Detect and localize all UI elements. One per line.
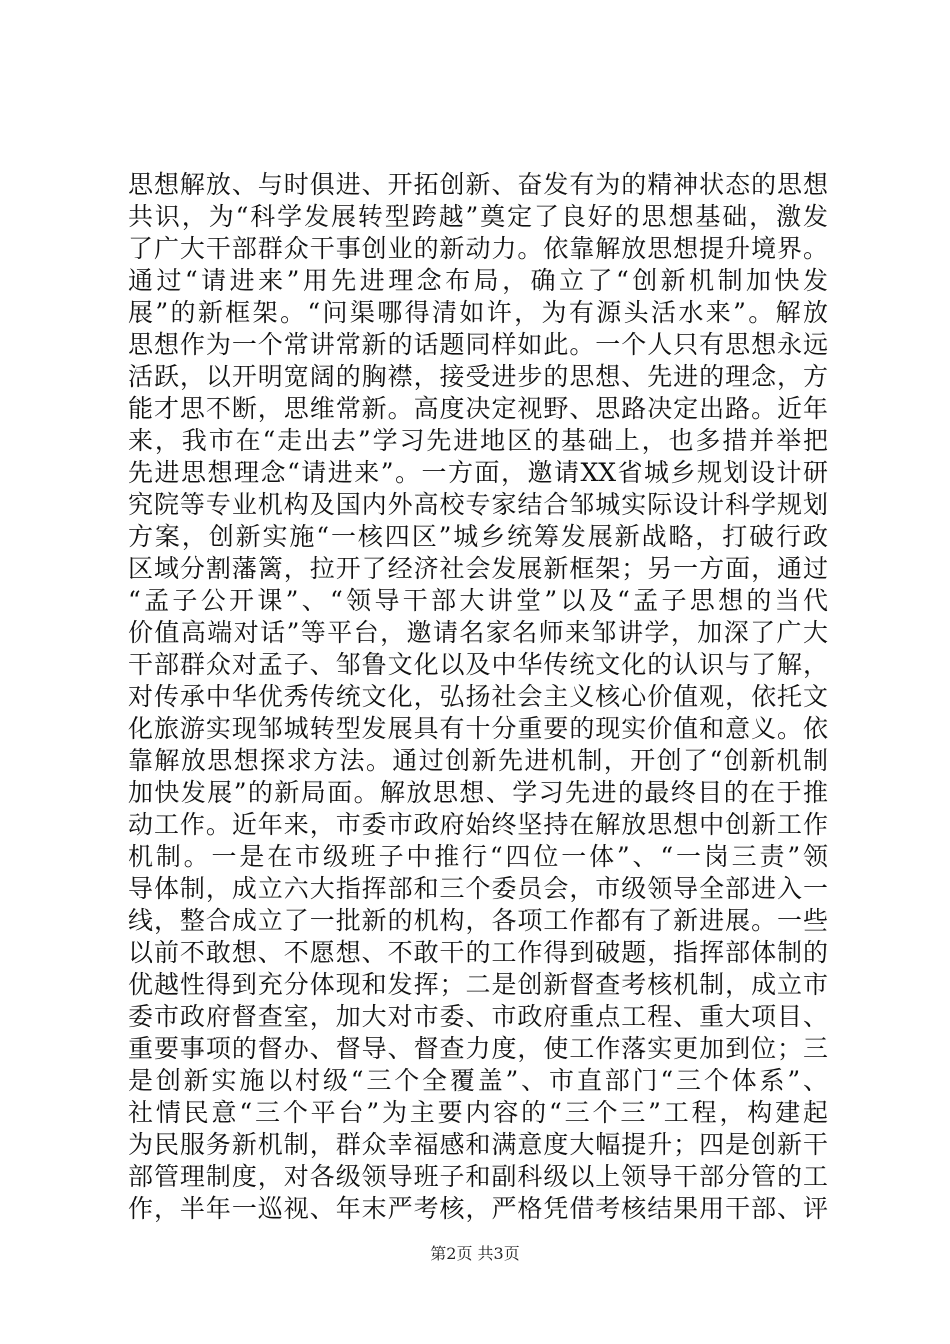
text-line: 展”的新框架。“问渠哪得清如许，为有源头活水来”。解放 <box>128 298 828 327</box>
text-line: 思想作为一个常讲常新的话题同样如此。一个人只有思想永远 <box>128 330 828 359</box>
body-text <box>128 169 828 1225</box>
text-line: 以前不敢想、不愿想、不敢干的工作得到破题，指挥部体制的 <box>128 938 828 967</box>
text-line: 了广大干部群众干事创业的新动力。依靠解放思想提升境界。 <box>128 234 828 263</box>
text-line: 委市政府督查室，加大对市委、市政府重点工程、重大项目、 <box>128 1002 828 1031</box>
text-line: 方案，创新实施“一核四区”城乡统筹发展新战略，打破行政 <box>128 522 828 551</box>
page-footer: 第2页 共3页 <box>430 1244 520 1263</box>
text-line: 社情民意“三个平台”为主要内容的“三个三”工程，构建起 <box>128 1098 828 1127</box>
text-line: 线，整合成立了一批新的机构，各项工作都有了新进展。一些 <box>128 906 828 935</box>
text-line: 能才思不断，思维常新。高度决定视野、思路决定出路。近年 <box>128 394 828 423</box>
text-line: 活跃，以开明宽阔的胸襟，接受进步的思想、先进的理念，方 <box>128 362 828 391</box>
text-line: 导体制，成立六大指挥部和三个委员会，市级领导全部进入一 <box>128 874 828 903</box>
text-line: 作，半年一巡视、年末严考核，严格凭借考核结果用干部、评 <box>128 1194 828 1223</box>
text-line: 靠解放思想探求方法。通过创新先进机制，开创了“创新机制 <box>128 746 828 775</box>
text-line: 机制。一是在市级班子中推行“四位一体”、“一岗三责”领 <box>128 842 828 871</box>
text-line: “孟子公开课”、“领导干部大讲堂”以及“孟子思想的当代 <box>128 586 828 615</box>
text-line: 价值高端对话”等平台，邀请名家名师来邹讲学，加深了广大 <box>128 618 828 647</box>
text-line: 动工作。近年来，市委市政府始终坚持在解放思想中创新工作 <box>128 810 828 839</box>
text-line: 对传承中华优秀传统文化，弘扬社会主义核心价值观，依托文 <box>128 682 828 711</box>
text-line: 优越性得到充分体现和发挥；二是创新督查考核机制，成立市 <box>128 970 828 999</box>
text-line: 共识，为“科学发展转型跨越”奠定了良好的思想基础，激发 <box>128 202 828 231</box>
text-line: 干部群众对孟子、邹鲁文化以及中华传统文化的认识与了解， <box>128 650 828 679</box>
text-line: 加快发展”的新局面。解放思想、学习先进的最终目的在于推 <box>128 778 828 807</box>
text-line: 是创新实施以村级“三个全覆盖”、市直部门“三个体系”、 <box>128 1066 828 1095</box>
text-line: 化旅游实现邹城转型发展具有十分重要的现实价值和意义。依 <box>128 714 828 743</box>
text-line: 来，我市在“走出去”学习先进地区的基础上，也多措并举把 <box>128 426 828 455</box>
text-line: 重要事项的督办、督导、督查力度，使工作落实更加到位；三 <box>128 1034 828 1063</box>
text-line: 区域分割藩篱，拉开了经济社会发展新框架；另一方面，通过 <box>128 554 828 583</box>
text-line: 思想解放、与时俱进、开拓创新、奋发有为的精神状态的思想 <box>128 170 828 199</box>
text-line: 先进思想理念“请进来”。一方面，邀请XX省城乡规划设计研 <box>128 458 828 487</box>
text-line: 究院等专业机构及国内外高校专家结合邹城实际设计科学规划 <box>128 490 828 519</box>
text-line: 部管理制度，对各级领导班子和副科级以上领导干部分管的工 <box>128 1162 828 1191</box>
text-line: 通过“请进来”用先进理念布局，确立了“创新机制加快发 <box>128 266 828 295</box>
text-line: 为民服务新机制，群众幸福感和满意度大幅提升；四是创新干 <box>128 1130 828 1159</box>
